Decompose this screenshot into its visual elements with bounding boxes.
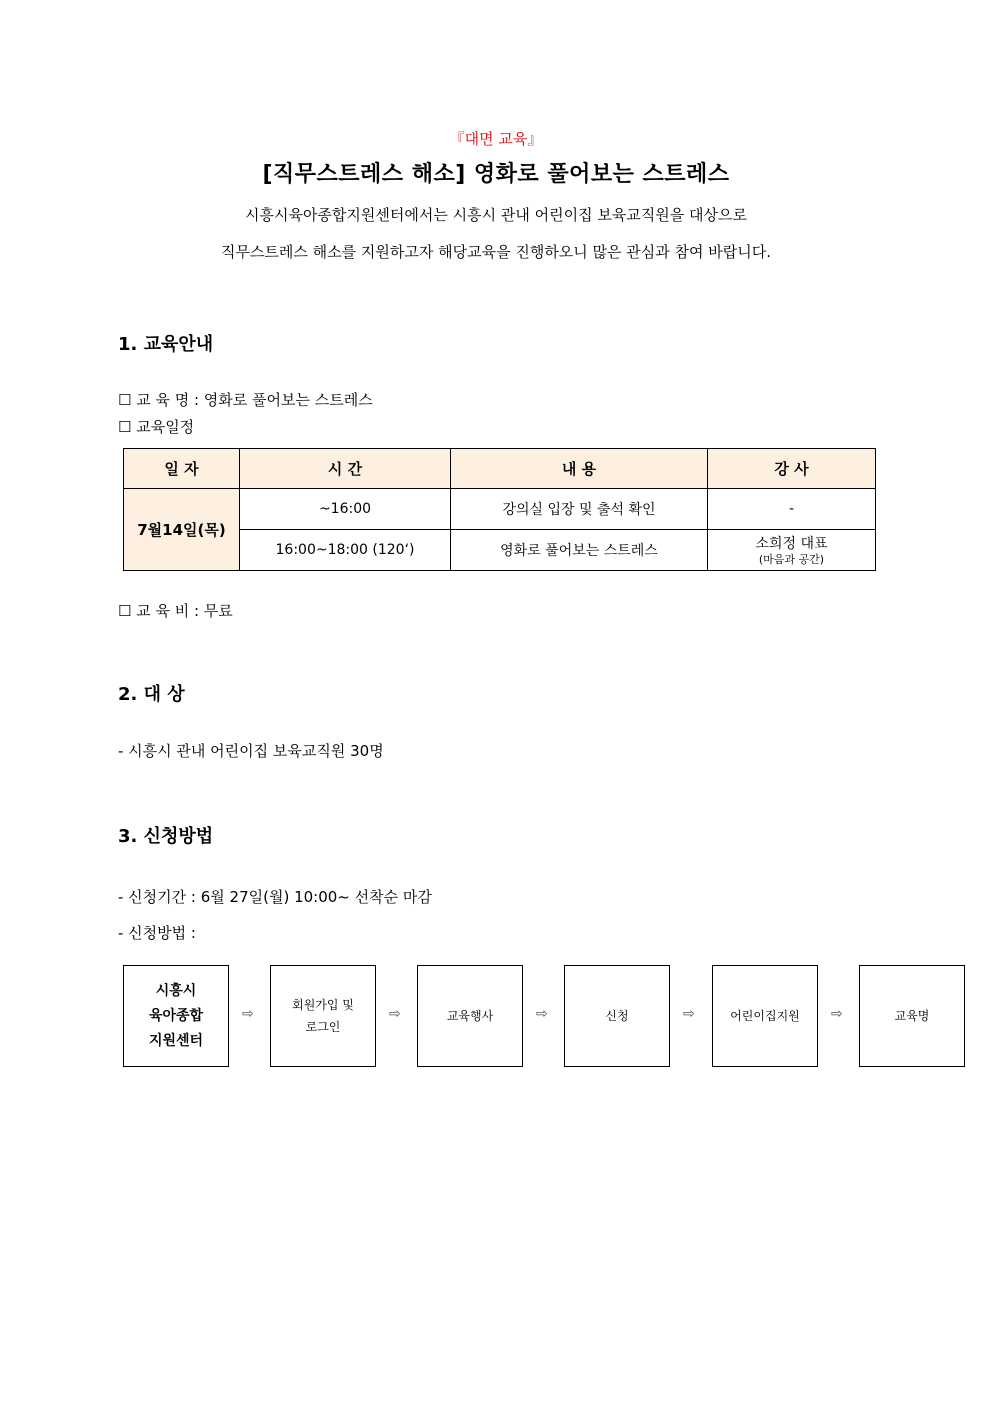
row-instructor: -	[708, 489, 876, 530]
row-time: ~16:00	[240, 489, 451, 530]
course-name-line: ☐ 교 육 명 : 영화로 풀어보는 스트레스	[118, 391, 373, 409]
flow-step-label: 신청	[605, 1009, 629, 1023]
application-method-label: - 신청방법 :	[118, 924, 196, 942]
arrow-right-icon: ⇨	[389, 1006, 401, 1022]
flow-step-label: 시흥시 육아종합 지원센터	[148, 982, 204, 1049]
section-heading-application: 3. 신청방법	[118, 826, 214, 847]
flow-step-label: 교육행사	[446, 1009, 494, 1023]
row-content: 강의실 입장 및 출석 확인	[451, 489, 708, 530]
intro-line-1: 시흥시육아종합지원센터에서는 시흥시 관내 어린이집 보육교직원을 대상으로	[244, 206, 747, 224]
page-title: [직무스트레스 해소] 영화로 풀어보는 스트레스	[262, 162, 730, 187]
section-heading-target: 2. 대 상	[118, 684, 185, 705]
schedule-label: ☐ 교육일정	[118, 418, 195, 436]
flow-step-events	[417, 965, 523, 1067]
flow-step-login	[270, 965, 376, 1067]
header-date: 일 자	[124, 449, 240, 489]
arrow-right-icon: ⇨	[242, 1006, 254, 1022]
arrow-right-icon: ⇨	[683, 1006, 695, 1022]
arrow-right-icon: ⇨	[536, 1006, 548, 1022]
header-instructor: 강 사	[708, 449, 876, 489]
arrow-right-icon: ⇨	[831, 1006, 843, 1022]
flow-step-label: 교육명	[894, 1009, 930, 1023]
header-time: 시 간	[240, 449, 451, 489]
flow-step-apply	[564, 965, 670, 1067]
target-line: - 시흥시 관내 어린이집 보육교직원 30명	[118, 742, 384, 760]
row-instructor-cell	[708, 530, 876, 571]
fee-line: ☐ 교 육 비 : 무료	[118, 602, 233, 620]
schedule-date: 7월14일(목)	[124, 489, 240, 571]
schedule-table	[123, 448, 876, 571]
row-time: 16:00~18:00 (120‘)	[240, 530, 451, 571]
flow-step-daycare-support	[712, 965, 818, 1067]
table-row	[124, 489, 876, 530]
application-period-line: - 신청기간 : 6월 27일(월) 10:00~ 선착순 마감	[118, 888, 432, 906]
section-heading-education-info: 1. 교육안내	[118, 334, 214, 355]
flow-step-course-name	[859, 965, 965, 1067]
row-content: 영화로 풀어보는 스트레스	[451, 530, 708, 571]
flow-step-center	[123, 965, 229, 1067]
intro-line-2: 직무스트레스 해소를 지원하고자 해당교육을 진행하오니 많은 관심과 참여 바랍니다.	[220, 243, 772, 261]
header-content: 내 용	[451, 449, 708, 489]
flow-step-label: 회원가입 및 로그인	[292, 998, 354, 1034]
row-instructor: 소희정 대표	[755, 535, 828, 552]
schedule-header-row	[124, 449, 876, 489]
course-type-tag: 『대면 교육』	[449, 130, 543, 148]
flow-step-label: 어린이집지원	[730, 1009, 800, 1023]
row-instructor-affiliation: (마음과 공간)	[758, 552, 825, 566]
